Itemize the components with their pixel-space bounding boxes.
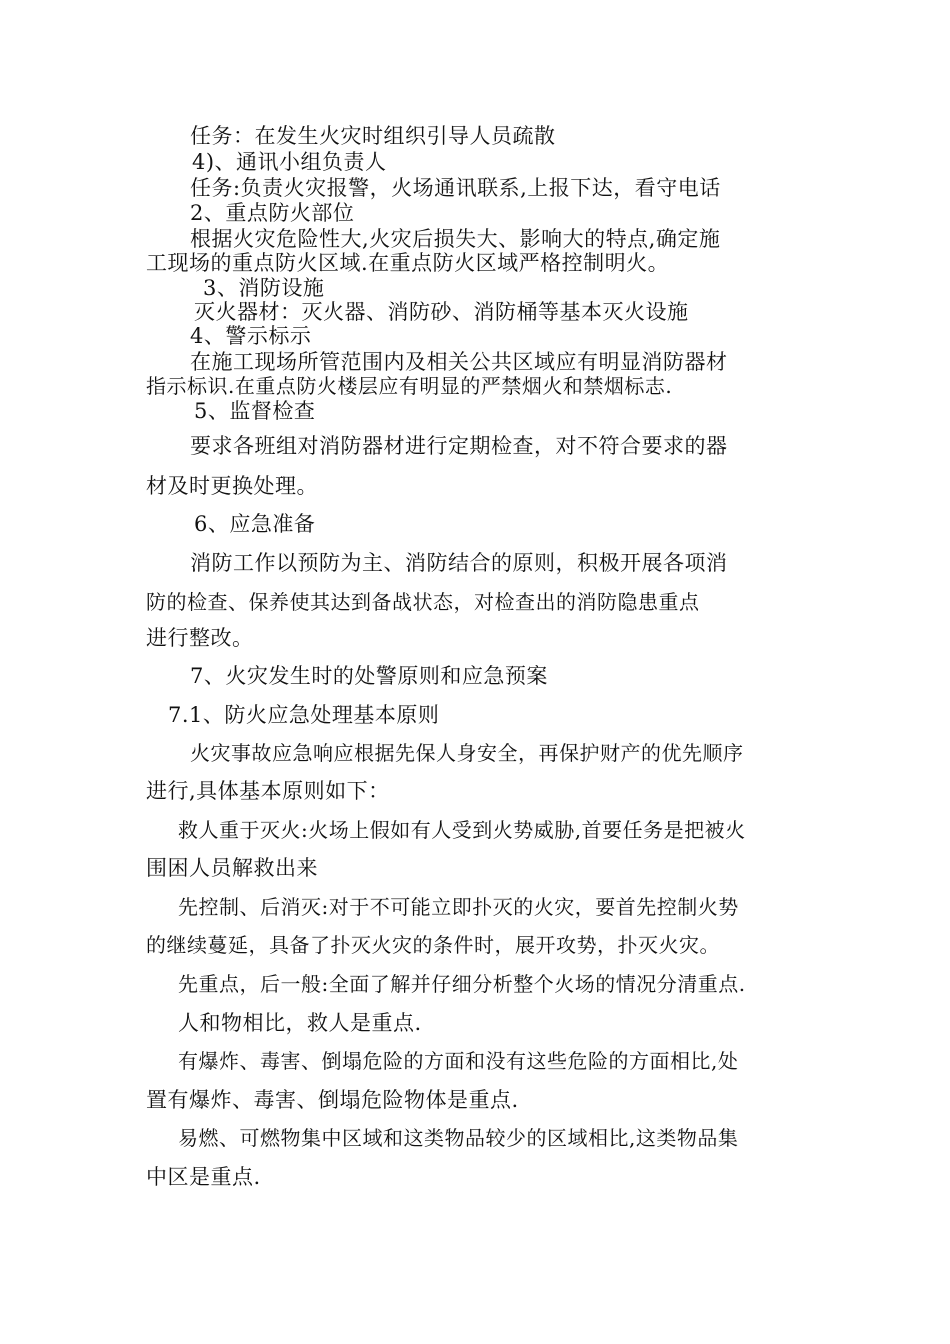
doc-line: 易燃、可燃物集中区域和这类物品较少的区域相比,这类物品集	[178, 1126, 739, 1150]
section-heading: 3、消防设施	[203, 276, 325, 300]
doc-line: 救人重于灭火:火场上假如有人受到火势威胁,首要任务是把被火	[178, 818, 746, 842]
doc-line: 指示标识.在重点防火楼层应有明显的严禁烟火和禁烟标志.	[146, 374, 673, 398]
doc-line: 在施工现场所管范围内及相关公共区域应有明显消防器材	[190, 350, 728, 374]
doc-line: 要求各班组对消防器材进行定期检查，对不符合要求的器	[190, 434, 728, 458]
doc-line: 材及时更换处理。	[146, 474, 318, 498]
doc-line: 的继续蔓延，具备了扑灭火灾的条件时，展开攻势，扑灭火灾。	[146, 933, 720, 957]
doc-line: 先控制、后消灭:对于不可能立即扑灭的火灾，要首先控制火势	[178, 895, 739, 919]
doc-line: 灭火器材：灭火器、消防砂、消防桶等基本灭火设施	[194, 300, 689, 324]
section-heading: 5、监督检查	[194, 399, 316, 423]
doc-line: 火灾事故应急响应根据先保人身安全，再保护财产的优先顺序	[190, 741, 744, 765]
doc-line: 消防工作以预防为主、消防结合的原则，积极开展各项消	[190, 551, 728, 575]
doc-line: 置有爆炸、毒害、倒塌危险物体是重点.	[146, 1088, 519, 1112]
doc-line: 围困人员解救出来	[146, 856, 318, 880]
doc-line: 中区是重点.	[146, 1165, 261, 1189]
doc-line: 根据火灾危险性大,火灾后损失大、影响大的特点,确定施	[190, 227, 721, 251]
doc-line: 工现场的重点防火区域.在重点防火区域严格控制明火。	[146, 251, 670, 275]
doc-line: 任务：在发生火灾时组织引导人员疏散	[190, 124, 556, 148]
section-heading: 2、重点防火部位	[190, 201, 355, 225]
section-heading: 7、火灾发生时的处警原则和应急预案	[190, 664, 548, 688]
doc-line: 4)、通讯小组负责人	[192, 150, 387, 174]
doc-line: 人和物相比，救人是重点.	[178, 1011, 422, 1035]
doc-line: 先重点，后一般:全面了解并仔细分析整个火场的情况分清重点.	[178, 972, 746, 996]
section-heading: 7.1、防火应急处理基本原则	[168, 703, 440, 727]
doc-line: 进行整改。	[146, 626, 254, 650]
doc-line: 有爆炸、毒害、倒塌危险的方面和没有这些危险的方面相比,处	[178, 1049, 739, 1073]
doc-line: 进行,具体基本原则如下：	[146, 779, 390, 803]
section-heading: 6、应急准备	[194, 512, 316, 536]
doc-line: 防的检查、保养使其达到备战状态，对检查出的消防隐患重点	[146, 590, 700, 614]
doc-line: 任务:负责火灾报警，火场通讯联系,上报下达，看守电话	[190, 176, 721, 200]
section-heading: 4、警示标示	[190, 324, 312, 348]
